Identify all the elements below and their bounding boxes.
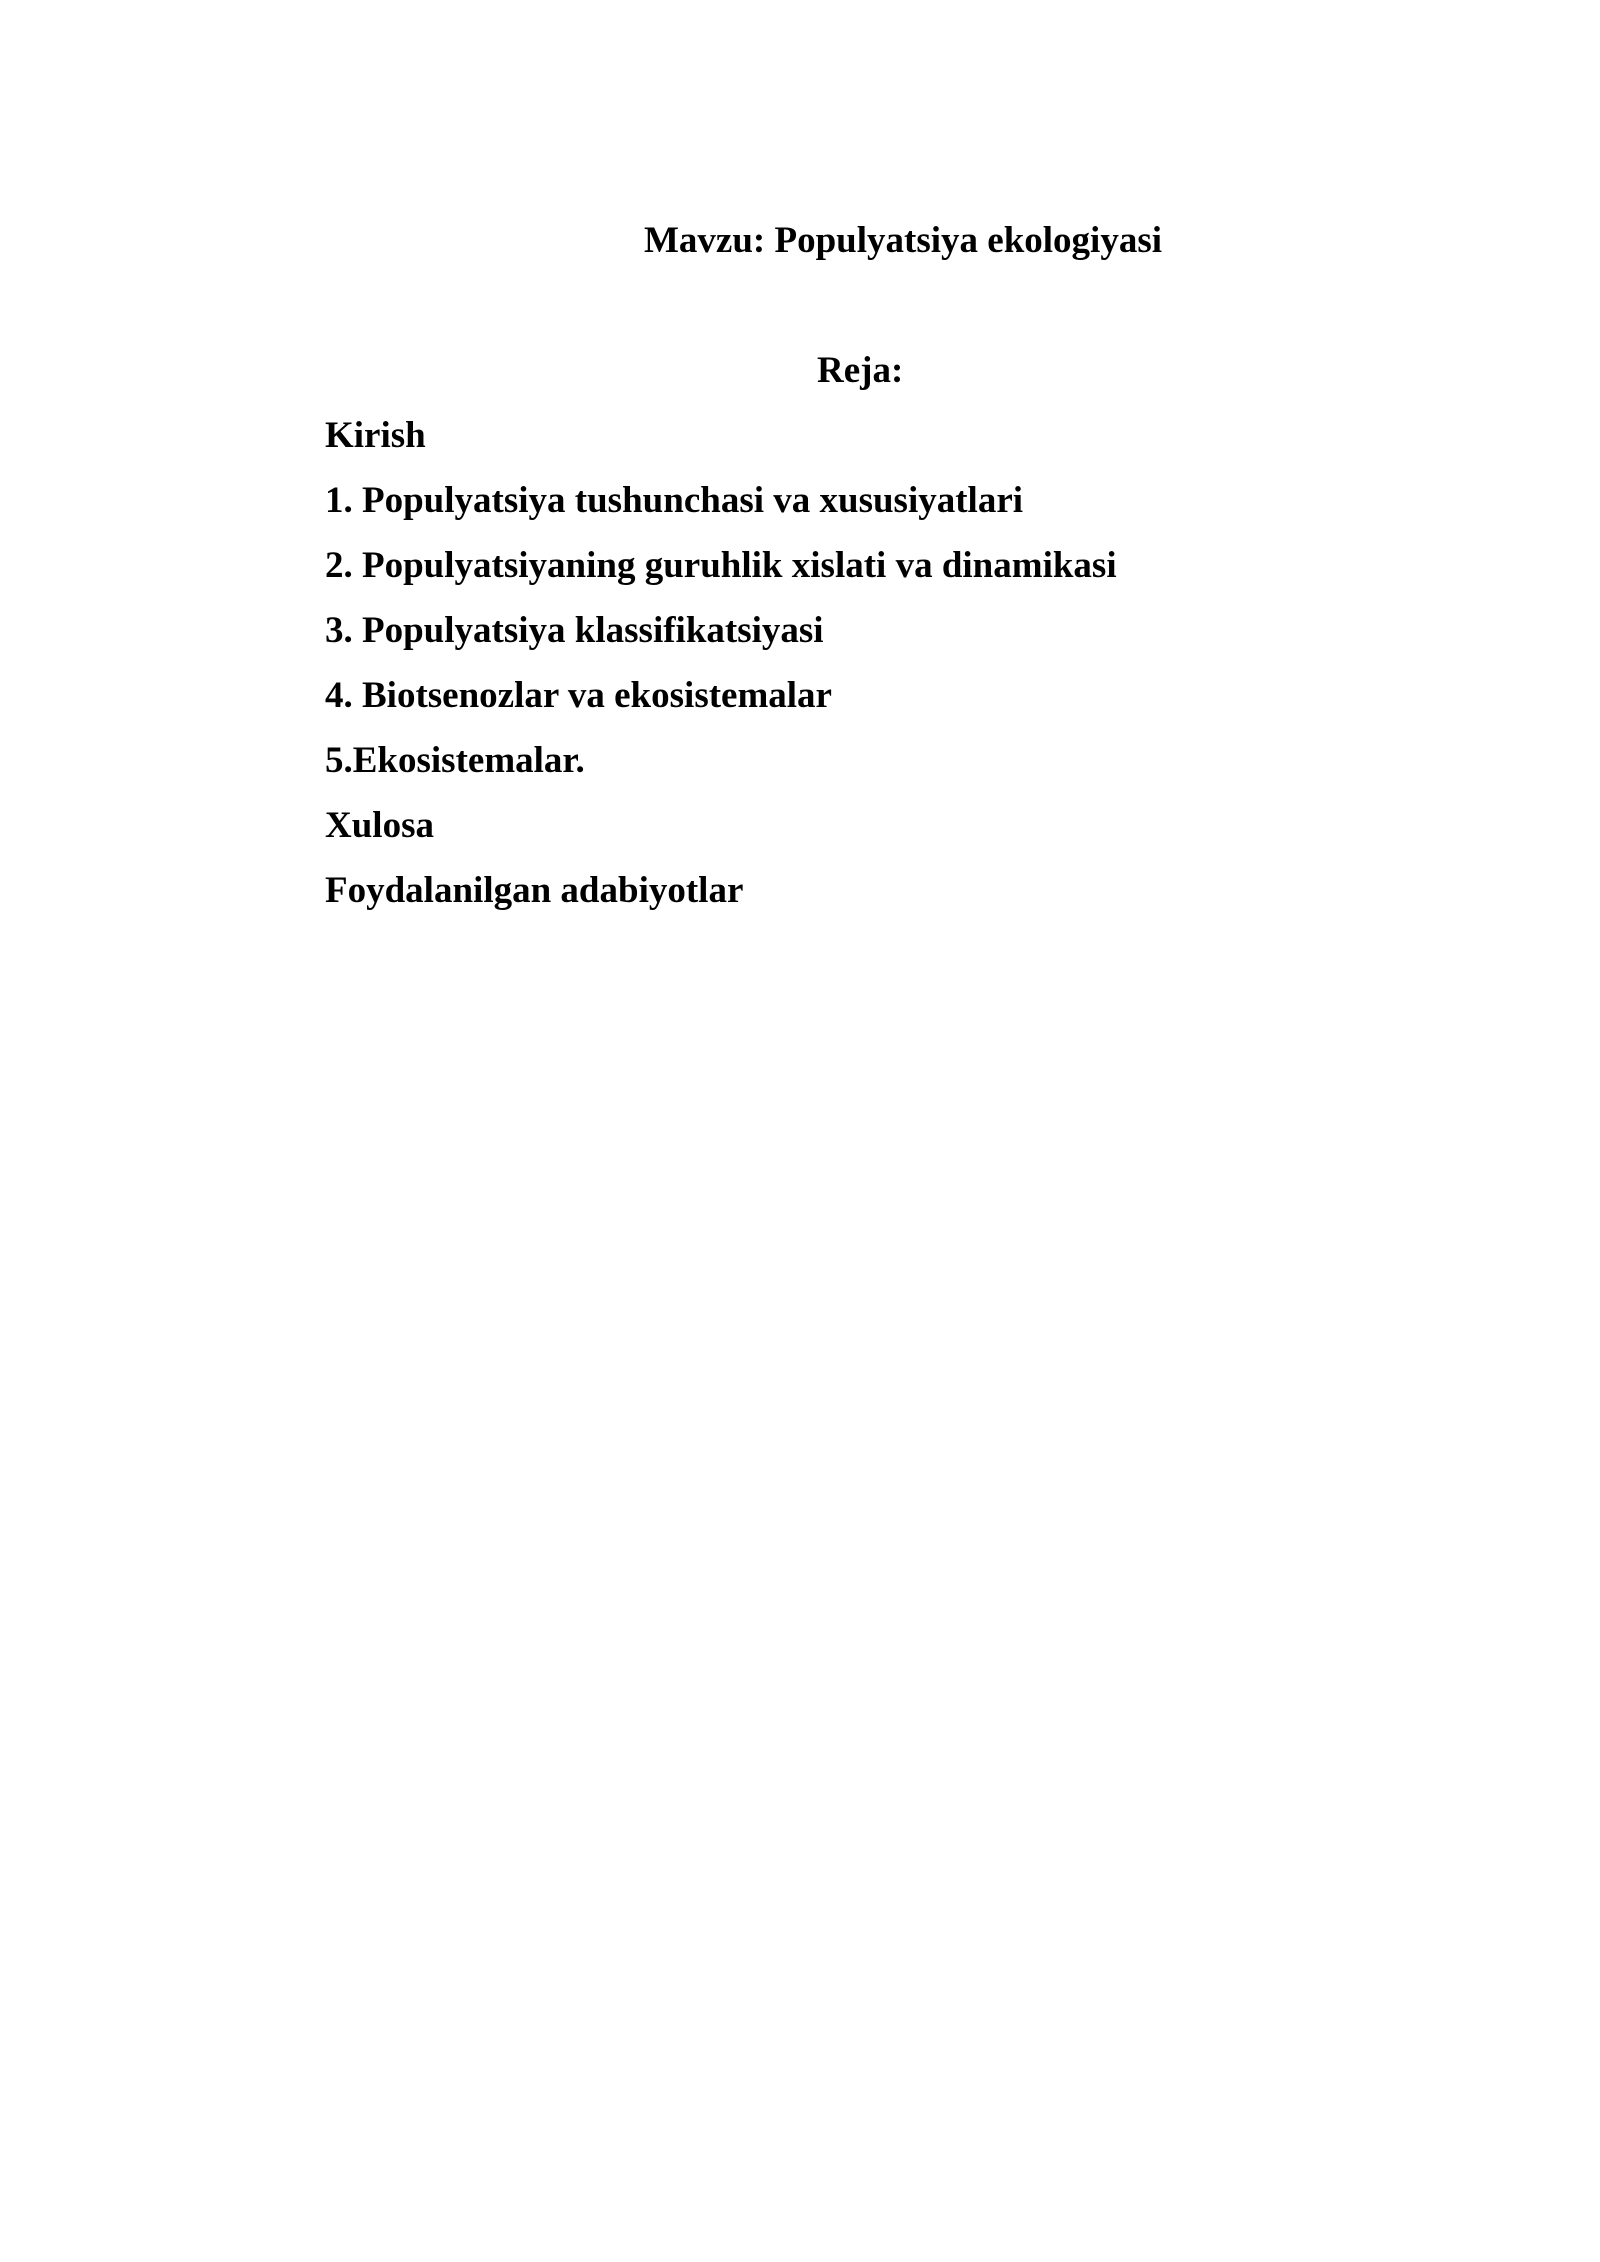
document-title: Mavzu: Populyatsiya ekologiyasi	[644, 220, 1163, 261]
plan-heading: Reja:	[817, 350, 904, 391]
plan-item-5: 5.Ekosistemalar.	[325, 740, 585, 781]
plan-item-4: 4. Biotsenozlar va ekosistemalar	[325, 675, 832, 716]
plan-list	[325, 411, 1117, 931]
plan-item-3: 3. Populyatsiya klassifikatsiyasi	[325, 610, 824, 651]
plan-item-references: Foydalanilgan adabiyotlar	[325, 870, 744, 911]
plan-item-1: 1. Populyatsiya tushunchasi va xususiyatlari	[325, 480, 1024, 521]
plan-item-conclusion: Xulosa	[325, 805, 434, 846]
plan-item-2: 2. Populyatsiyaning guruhlik xislati va dinamikasi	[325, 545, 1117, 586]
plan-item-introduction: Kirish	[325, 415, 426, 456]
